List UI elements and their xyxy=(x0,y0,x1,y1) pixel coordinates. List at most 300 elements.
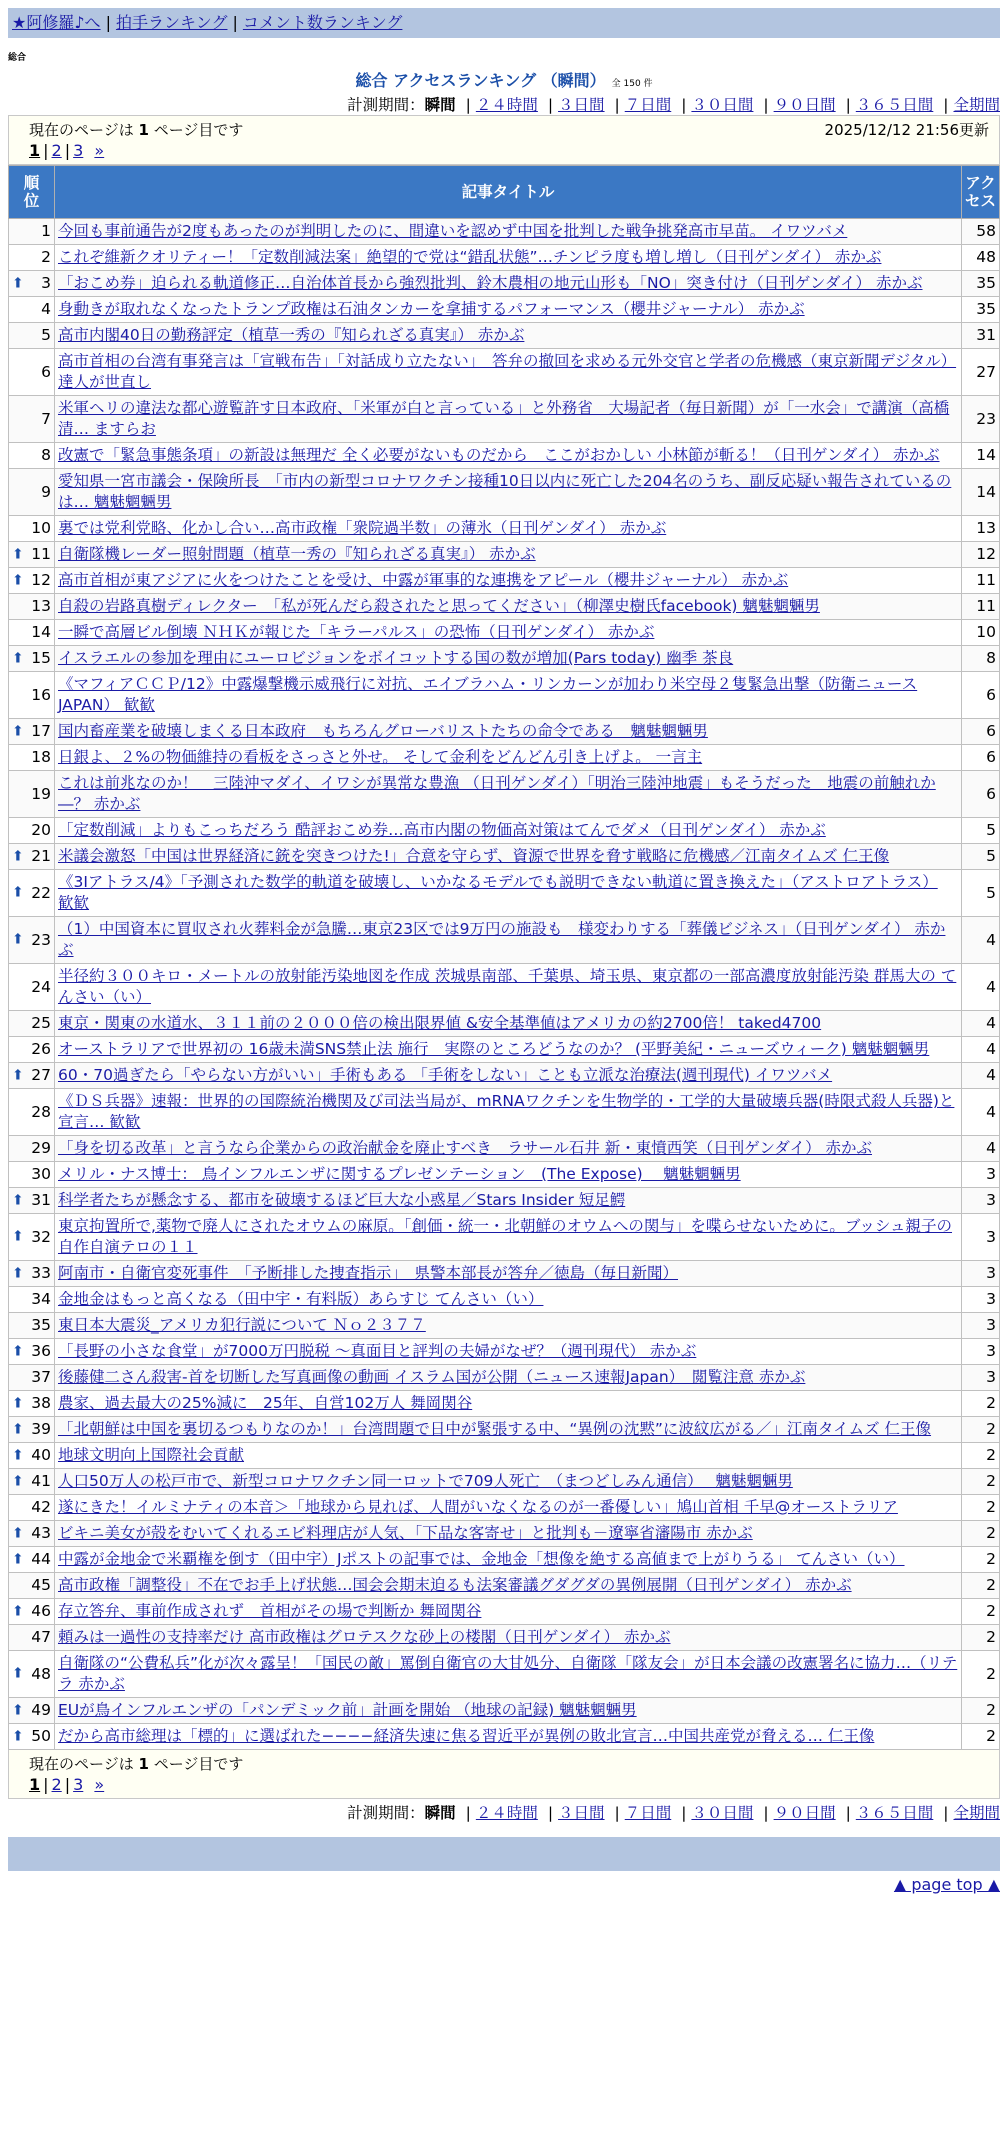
title-cell xyxy=(55,271,962,297)
table-row xyxy=(9,542,1000,568)
rank-number: 5 xyxy=(41,326,51,344)
article-title-link[interactable]: 高市首相が東アジアに火をつけたことを受け、中露が軍事的な連携をアピール（櫻井ジャーナル） 赤かぶ xyxy=(58,571,789,589)
rank-number: 11 xyxy=(31,545,51,563)
access-count: 11 xyxy=(962,568,1000,594)
table-row xyxy=(9,771,1000,818)
current-page-text: 現在のページは 1 ページ目です xyxy=(29,1755,244,1773)
rank-cell xyxy=(9,219,55,245)
table-row xyxy=(9,297,1000,323)
access-count: 3 xyxy=(962,1287,1000,1313)
period-link-24h[interactable]: ２４時間 xyxy=(475,96,538,114)
rank-cell xyxy=(9,646,55,672)
table-row xyxy=(9,1625,1000,1651)
rank-cell xyxy=(9,443,55,469)
title-cell xyxy=(55,443,962,469)
period-link-all[interactable]: 全期間 xyxy=(953,96,1000,114)
period-link-3d[interactable]: ３日間 xyxy=(558,1804,605,1822)
page-top-link-wrap xyxy=(8,1875,1000,1894)
table-row xyxy=(9,1162,1000,1188)
rank-number: 46 xyxy=(31,1602,51,1620)
table-row xyxy=(9,1495,1000,1521)
title-cell xyxy=(55,1365,962,1391)
table-row xyxy=(9,1011,1000,1037)
rank-up-arrow-icon: ⬆ xyxy=(12,1551,24,1567)
article-title-link[interactable]: 《3Iアトラス/4》「予測された数学的軌道を破壊し、いかなるモデルでも説明できない軌道に置き換えた」（アストロアトラス） 歓歓 xyxy=(58,873,938,912)
table-row xyxy=(9,1651,1000,1698)
rank-number: 19 xyxy=(31,784,51,803)
table-row xyxy=(9,469,1000,516)
page-top-link[interactable]: ▲ page top ▲ xyxy=(893,1875,1000,1894)
updated-timestamp: 2025/12/12 21:56更新 xyxy=(824,121,989,139)
article-title-link[interactable]: 《マフィアＣＣＰ/12》中露爆撃機示威飛行に対抗、エイブラハム・リンカーンが加わり米空母２隻緊急出撃（防衛ニュースJAPAN） 歓歓 xyxy=(58,675,918,714)
rank-up-arrow-icon: ⬆ xyxy=(12,931,24,948)
rank-cell xyxy=(9,1011,55,1037)
pager-link-3[interactable]: 3 xyxy=(73,1775,84,1794)
article-title-link[interactable]: 科学者たちが懸念する、都市を破壊するほど巨大な小惑星／Stars Insider 短足鰐 xyxy=(58,1191,626,1209)
rank-number: 47 xyxy=(31,1628,51,1646)
rank-number: 18 xyxy=(31,748,51,766)
rank-up-arrow-icon: ⬆ xyxy=(12,1265,24,1281)
access-count: 5 xyxy=(962,844,1000,870)
rank-number: 31 xyxy=(31,1191,51,1209)
title-cell xyxy=(55,844,962,870)
title-cell xyxy=(55,818,962,844)
rank-number: 13 xyxy=(31,597,51,615)
rank-cell xyxy=(9,542,55,568)
access-count: 14 xyxy=(962,443,1000,469)
rank-cell xyxy=(9,396,55,443)
article-title-link[interactable]: これは前兆なのか！ 三陸沖マダイ、イワシが異常な豊漁 （日刊ゲンダイ）「明治三陸沖地震」もそうだった 地震の前触れか―？ 赤かぶ xyxy=(58,774,936,813)
rank-cell xyxy=(9,1162,55,1188)
title-cell xyxy=(55,1651,962,1698)
article-title-link[interactable]: 阿南市・自衛官変死事件 「予断排した捜査指示」 県警本部長が答弁／徳島（毎日新聞） xyxy=(58,1264,679,1282)
rank-number: 20 xyxy=(31,821,51,839)
period-label: 計測期間： xyxy=(347,1804,425,1822)
top-link-clap-ranking[interactable]: 拍手ランキング xyxy=(115,13,228,32)
table-row xyxy=(9,1063,1000,1089)
page-info-top xyxy=(8,115,1000,165)
title-cell xyxy=(55,870,962,917)
rank-up-arrow-icon: ⬆ xyxy=(12,1192,24,1208)
pager-link-2[interactable]: 2 xyxy=(51,1775,62,1794)
title-cell xyxy=(55,1469,962,1495)
rank-number: 9 xyxy=(41,482,51,501)
rank-up-arrow-icon: ⬆ xyxy=(12,1228,24,1245)
access-count: 13 xyxy=(962,516,1000,542)
access-count: 3 xyxy=(962,1261,1000,1287)
access-count: 3 xyxy=(962,1214,1000,1261)
table-row xyxy=(9,719,1000,745)
rank-up-arrow-icon: ⬆ xyxy=(12,1473,24,1489)
title-cell xyxy=(55,219,962,245)
rank-number: 32 xyxy=(31,1227,51,1246)
access-count: 2 xyxy=(962,1724,1000,1750)
article-title-link[interactable]: 自衛隊の“公費私兵”化が次々露呈！「国民の敵」罵倒自衛官の大甘処分、自衛隊「隊友会」が日本会議の改憲署名に協力…（リテラ 赤かぶ xyxy=(58,1654,958,1693)
rank-up-arrow-icon: ⬆ xyxy=(12,1447,24,1463)
access-count: 2 xyxy=(962,1417,1000,1443)
article-title-link[interactable]: 東京・関東の水道水、３１１前の２０００倍の検出限界値 &安全基準値はアメリカの約2700倍！ taked4700 xyxy=(58,1014,822,1032)
top-link-comment-ranking[interactable]: コメント数ランキング xyxy=(242,13,403,32)
period-link-30d[interactable]: ３０日間 xyxy=(691,96,754,114)
article-title-link[interactable]: 「身を切る改革」と言うなら企業からの政治献金を廃止すべき ラサール石井 新・東憤西笑（日刊ゲンダイ） 赤かぶ xyxy=(58,1139,872,1157)
rank-up-arrow-icon: ⬆ xyxy=(12,884,24,901)
article-title-link[interactable]: これぞ維新クオリティー！「定数削減法案」絶望的で党は“錯乱状態”…チンピラ度も増し増し（日刊ゲンダイ） 赤かぶ xyxy=(58,248,882,266)
period-current: 瞬間 xyxy=(424,1804,456,1822)
rank-number: 24 xyxy=(31,977,51,996)
period-link-all[interactable]: 全期間 xyxy=(953,1804,1000,1822)
article-title-link[interactable]: だから高市総理は「標的」に選ばれた−−−−経済失速に焦る習近平が異例の敗北宣言…中国共産党が脅える… 仁王像 xyxy=(58,1727,875,1745)
rank-number: 30 xyxy=(31,1165,51,1183)
title-cell xyxy=(55,1547,962,1573)
rank-number: 34 xyxy=(31,1290,51,1308)
article-title-link[interactable]: 中露が金地金で米覇権を倒す（田中宇）Jポストの記事では、金地金「想像を絶する高値まで上がりうる」 てんさい（い） xyxy=(58,1550,905,1568)
title-cell xyxy=(55,1724,962,1750)
title-cell xyxy=(55,1136,962,1162)
title-cell xyxy=(55,1495,962,1521)
title-cell xyxy=(55,297,962,323)
rank-cell xyxy=(9,1313,55,1339)
period-link-90d[interactable]: ９０日間 xyxy=(773,1804,836,1822)
rank-cell xyxy=(9,1698,55,1724)
article-title-link[interactable]: 「長野の小さな食堂」が7000万円脱税 ～真面目と評判の夫婦がなぜ？（週刊現代） 赤かぶ xyxy=(58,1342,697,1360)
period-link-3d[interactable]: ３日間 xyxy=(558,96,605,114)
ranking-table-body xyxy=(9,219,1000,1750)
title-cell xyxy=(55,349,962,396)
table-row xyxy=(9,1214,1000,1261)
article-title-link[interactable]: 東日本大震災_アメリカ犯行説について Ｎｏ２３７７ xyxy=(58,1316,426,1334)
rank-cell xyxy=(9,349,55,396)
rank-up-arrow-icon: ⬆ xyxy=(12,1728,24,1744)
rank-cell xyxy=(9,1469,55,1495)
table-row xyxy=(9,1573,1000,1599)
rank-cell xyxy=(9,964,55,1011)
table-row xyxy=(9,1599,1000,1625)
rank-number: 1 xyxy=(41,222,51,240)
article-title-link[interactable]: 東京拘置所で,薬物で廃人にされたオウムの麻原。「創価・統一・北朝鮮のオウムへの関与」を喋らせないために。ブッシュ親子の自作自演テロの１１ xyxy=(58,1217,953,1256)
rank-cell xyxy=(9,1417,55,1443)
pager-current: 1 xyxy=(29,1775,41,1794)
rank-number: 26 xyxy=(31,1040,51,1058)
rank-cell xyxy=(9,1136,55,1162)
article-title-link[interactable]: 60・70過ぎたら「やらない方がいい」手術もある 「手術をしない」ことも立派な治療法(週刊現代) イワツバメ xyxy=(58,1066,833,1084)
article-title-link[interactable]: 存立答弁、事前作成されず 首相がその場で判断か 舞岡関谷 xyxy=(58,1602,482,1620)
article-title-link[interactable]: 今回も事前通告が2度もあったのが判明したのに、間違いを認めず中国を批判した戦争挑発高市早苗。 イワツバメ xyxy=(58,222,848,240)
rank-cell xyxy=(9,771,55,818)
access-count: 2 xyxy=(962,1599,1000,1625)
rank-up-arrow-icon: ⬆ xyxy=(12,848,24,864)
access-count: 2 xyxy=(962,1573,1000,1599)
bottom-bar xyxy=(8,1837,1000,1871)
article-title-link[interactable]: 半径約３００キロ・メートルの放射能汚染地図を作成 茨城県南部、千葉県、埼玉県、東京都の一部高濃度放射能汚染 群馬大の てんさい（い） xyxy=(58,967,957,1006)
article-title-link[interactable]: イスラエルの参加を理由にユーロビジョンをボイコットする国の数が増加(Pars today) 幽季 茶良 xyxy=(58,649,734,667)
article-title-link[interactable]: 地球文明向上国際社会貢献 xyxy=(58,1446,245,1464)
access-count: 2 xyxy=(962,1625,1000,1651)
table-row xyxy=(9,1391,1000,1417)
rank-number: 7 xyxy=(41,409,51,428)
title-cell xyxy=(55,964,962,1011)
table-row xyxy=(9,594,1000,620)
rank-cell xyxy=(9,1599,55,1625)
article-title-link[interactable]: 国内畜産業を破壊しまくる日本政府 もちろんグローバリストたちの命令である 魑魅魍魎男 xyxy=(58,722,708,740)
article-title-link[interactable]: メリル・ナス博士： 鳥インフルエンザに関するプレゼンテーション (The Expose) 魑魅魍魎男 xyxy=(58,1165,741,1183)
top-link-asyura[interactable]: ★阿修羅♪へ xyxy=(12,13,101,32)
table-row xyxy=(9,1287,1000,1313)
rank-cell xyxy=(9,672,55,719)
table-row xyxy=(9,219,1000,245)
rank-number: 4 xyxy=(41,300,51,318)
title-cell xyxy=(55,646,962,672)
rank-cell xyxy=(9,245,55,271)
access-count: 4 xyxy=(962,964,1000,1011)
period-link-365d[interactable]: ３６５日間 xyxy=(855,96,934,114)
table-row xyxy=(9,323,1000,349)
pager-link-2[interactable]: 2 xyxy=(51,141,62,160)
period-link-7d[interactable]: ７日間 xyxy=(624,96,672,114)
rank-up-arrow-icon: ⬆ xyxy=(12,650,24,666)
article-title-link[interactable]: 裏では党利党略、化かし合い…高市政権「衆院過半数」の薄氷（日刊ゲンダイ） 赤かぶ xyxy=(58,519,667,537)
title-cell xyxy=(55,1214,962,1261)
access-count: 12 xyxy=(962,542,1000,568)
pager-link-3[interactable]: 3 xyxy=(73,141,84,160)
rank-cell xyxy=(9,818,55,844)
article-title-link[interactable]: 高市首相の台湾有事発言は「宣戦布告」「対話成り立たない」 答弁の撤回を求める元外交官と学者の危機感（東京新聞デジタル） 達人が世直し xyxy=(58,352,957,391)
access-count: 6 xyxy=(962,719,1000,745)
article-title-link[interactable]: 米議会激怒「中国は世界経済に銃を突きつけた!」合意を守らず、資源で世界を脅す戦略に危機感／江南タイムズ 仁王像 xyxy=(58,847,890,865)
title-cell xyxy=(55,1011,962,1037)
rank-number: 38 xyxy=(31,1394,51,1412)
period-current: 瞬間 xyxy=(424,96,456,114)
table-row xyxy=(9,1136,1000,1162)
rank-cell xyxy=(9,568,55,594)
pager-next[interactable]: » xyxy=(94,141,105,160)
access-count: 3 xyxy=(962,1365,1000,1391)
rank-up-arrow-icon: ⬆ xyxy=(12,1395,24,1411)
title-cell xyxy=(55,1417,962,1443)
category-label: 総合 xyxy=(8,53,27,63)
rank-up-arrow-icon: ⬆ xyxy=(12,1603,24,1619)
title-cell xyxy=(55,323,962,349)
table-row xyxy=(9,870,1000,917)
rank-number: 3 xyxy=(41,274,51,292)
header-rank: 順位 xyxy=(9,166,55,219)
title-cell xyxy=(55,1063,962,1089)
rank-cell xyxy=(9,1063,55,1089)
title-cell xyxy=(55,620,962,646)
access-count: 5 xyxy=(962,870,1000,917)
article-title-link[interactable]: ビキニ美女が殻をむいてくれるエビ料理店が人気、「下品な客寄せ」と批判も－遼寧省瀋陽市 赤かぶ xyxy=(58,1524,753,1542)
access-count: 6 xyxy=(962,771,1000,818)
access-count: 35 xyxy=(962,297,1000,323)
article-title-link[interactable]: 愛知県一宮市議会・保険所長 「市内の新型コロナワクチン接種10日以内に死亡した204名のうち、副反応疑い報告されているのは… 魑魅魍魎男 xyxy=(58,472,952,511)
title-cell xyxy=(55,1261,962,1287)
title-cell xyxy=(55,719,962,745)
article-title-link[interactable]: 人口50万人の松戸市で、新型コロナワクチン同一ロットで709人死亡 （まつどしみん通信） 魑魅魍魎男 xyxy=(58,1472,793,1490)
table-row xyxy=(9,396,1000,443)
access-count: 3 xyxy=(962,1188,1000,1214)
rank-cell xyxy=(9,1521,55,1547)
period-link-30d[interactable]: ３０日間 xyxy=(691,1804,754,1822)
pager-next[interactable]: » xyxy=(94,1775,105,1794)
access-count: 2 xyxy=(962,1521,1000,1547)
table-row xyxy=(9,1313,1000,1339)
rank-number: 6 xyxy=(41,362,51,381)
rank-up-arrow-icon: ⬆ xyxy=(12,1343,24,1359)
rank-number: 28 xyxy=(31,1102,51,1121)
title-cell xyxy=(55,1443,962,1469)
rank-up-arrow-icon: ⬆ xyxy=(12,1525,24,1541)
title-cell xyxy=(55,771,962,818)
article-title-link[interactable]: 身動きが取れなくなったトランプ政権は石油タンカーを拿捕するパフォーマンス（櫻井ジャーナル） 赤かぶ xyxy=(58,300,805,318)
period-link-7d[interactable]: ７日間 xyxy=(624,1804,672,1822)
title-cell xyxy=(55,594,962,620)
rank-cell xyxy=(9,1625,55,1651)
rank-cell xyxy=(9,917,55,964)
access-count: 2 xyxy=(962,1391,1000,1417)
access-count: 35 xyxy=(962,271,1000,297)
access-count: 48 xyxy=(962,245,1000,271)
article-title-link[interactable]: 自殺の岩路真樹ディレクター 「私が死んだら殺されたと思ってください」（柳澤史樹氏facebook) 魑魅魍魎男 xyxy=(58,597,820,615)
article-title-link[interactable]: 高市内閣40日の勤務評定（植草一秀の『知られざる真実』） 赤かぶ xyxy=(58,326,525,344)
page-title: 総合 アクセスランキング （瞬間） xyxy=(355,71,606,90)
rank-cell xyxy=(9,870,55,917)
rank-number: 29 xyxy=(31,1139,51,1157)
article-title-link[interactable]: 日銀よ、２%の物価維持の看板をさっさと外せ。 そして金利をどんどん引き上げよ。 一言主 xyxy=(58,748,703,766)
access-count: 10 xyxy=(962,620,1000,646)
rank-number: 50 xyxy=(31,1727,51,1745)
rank-number: 45 xyxy=(31,1576,51,1594)
rank-number: 42 xyxy=(31,1498,51,1516)
table-row xyxy=(9,745,1000,771)
table-row xyxy=(9,1724,1000,1750)
table-row xyxy=(9,1417,1000,1443)
title-cell xyxy=(55,516,962,542)
article-title-link[interactable]: 頼みは一過性の支持率だけ 高市政権はグロテスクな砂上の楼閣（日刊ゲンダイ） 赤かぶ xyxy=(58,1628,671,1646)
rank-number: 8 xyxy=(41,446,51,464)
article-title-link[interactable]: 農家、過去最大の25%減に 25年、自営102万人 舞岡関谷 xyxy=(58,1394,473,1412)
table-row xyxy=(9,443,1000,469)
access-count: 2 xyxy=(962,1698,1000,1724)
access-count: 3 xyxy=(962,1162,1000,1188)
period-selector-top: 計測期間：瞬間 | ２４時間 | ３日間 | ７日間 | ３０日間 | ９０日間 | ３６５日間 | 全期間 xyxy=(347,96,1000,114)
table-row xyxy=(9,1261,1000,1287)
article-title-link[interactable]: オーストラリアで世界初の 16歳未満SNS禁止法 施行 実際のところどうなのか？ (平野美紀・ニューズウィーク) 魑魅魍魎男 xyxy=(58,1040,930,1058)
article-title-link[interactable]: 金地金はもっと高くなる（田中宇・有料版）あらすじ てんさい（い） xyxy=(58,1290,544,1308)
rank-cell xyxy=(9,323,55,349)
rank-number: 2 xyxy=(41,248,51,266)
header-access: アクセス xyxy=(962,166,1000,219)
ranking-heading xyxy=(8,68,1000,91)
rank-number: 22 xyxy=(31,883,51,902)
article-title-link[interactable]: 改憲で「緊急事態条項」の新設は無理だ 全く必要がないものだから ここがおかしい 小林節が斬る！（日刊ゲンダイ） 赤かぶ xyxy=(58,446,940,464)
access-count: 23 xyxy=(962,396,1000,443)
period-link-24h[interactable]: ２４時間 xyxy=(475,1804,538,1822)
rank-number: 37 xyxy=(31,1368,51,1386)
article-title-link[interactable]: 「定数削減」よりもこっちだろう 酷評おこめ券…高市内閣の物価高対策はてんでダメ（日刊ゲンダイ） 赤かぶ xyxy=(58,821,826,839)
rank-number: 40 xyxy=(31,1446,51,1464)
access-count: 4 xyxy=(962,1063,1000,1089)
rank-cell xyxy=(9,1443,55,1469)
table-row xyxy=(9,245,1000,271)
title-cell xyxy=(55,568,962,594)
table-row xyxy=(9,349,1000,396)
access-count: 14 xyxy=(962,469,1000,516)
access-count: 58 xyxy=(962,219,1000,245)
access-count: 5 xyxy=(962,818,1000,844)
header-title: 記事タイトル xyxy=(55,166,962,219)
rank-number: 23 xyxy=(31,930,51,949)
rank-cell xyxy=(9,1214,55,1261)
article-title-link[interactable]: 《ＤＳ兵器》速報：世界的の国際統治機関及び司法当局が、mRNAワクチンを生物学的・工学的大量破壊兵器(時限式殺人兵器)と宣言… 歓歓 xyxy=(58,1092,955,1131)
rank-number: 36 xyxy=(31,1342,51,1360)
rank-cell xyxy=(9,1287,55,1313)
rank-number: 27 xyxy=(31,1066,51,1084)
title-cell xyxy=(55,1599,962,1625)
table-row xyxy=(9,568,1000,594)
page-info-bottom xyxy=(8,1750,1000,1799)
title-cell xyxy=(55,1339,962,1365)
rank-number: 48 xyxy=(31,1664,51,1683)
rank-cell xyxy=(9,297,55,323)
rank-up-arrow-icon: ⬆ xyxy=(12,723,24,739)
access-count: 6 xyxy=(962,672,1000,719)
article-title-link[interactable]: 一瞬で高層ビル倒壊 ＮＨＫが報じた「キラーパルス」の恐怖（日刊ゲンダイ） 赤かぶ xyxy=(58,623,655,641)
article-title-link[interactable]: （1）中国資本に買収され火葬料金が急騰…東京23区では9万円の施設も 様変わりする「葬儀ビジネス」（日刊ゲンダイ） 赤かぶ xyxy=(58,920,946,959)
separator: | xyxy=(105,13,111,32)
access-count: 2 xyxy=(962,1651,1000,1698)
current-page-text: 現在のページは 1 ページ目です xyxy=(29,121,244,139)
access-count: 3 xyxy=(962,1339,1000,1365)
article-title-link[interactable]: EUが鳥インフルエンザの「パンデミック前」計画を開始 （地球の記録) 魑魅魍魎男 xyxy=(58,1701,637,1719)
rank-cell xyxy=(9,844,55,870)
article-title-link[interactable]: 「北朝鮮は中国を裏切るつもりなのか！」台湾問題で日中が緊張する中、“異例の沈黙”に波紋広がる／」江南タイムズ 仁王像 xyxy=(58,1420,932,1438)
rank-cell xyxy=(9,469,55,516)
table-row xyxy=(9,1698,1000,1724)
article-title-link[interactable]: 遂にきた！イルミナティの本音＞「地球から見れば、人間がいなくなるのが一番優しい」鳩山首相 千早@オーストラリア xyxy=(58,1498,898,1516)
article-title-link[interactable]: 米軍ヘリの違法な都心遊覧許す日本政府、「米軍が白と言っている」と外務省 大場記者（毎日新聞）が「一水会」で講演（高橋清… ますらお xyxy=(58,399,950,438)
rank-number: 41 xyxy=(31,1472,51,1490)
rank-cell xyxy=(9,1495,55,1521)
access-count: 4 xyxy=(962,1037,1000,1063)
table-row xyxy=(9,672,1000,719)
table-row xyxy=(9,1443,1000,1469)
rank-up-arrow-icon: ⬆ xyxy=(12,1421,24,1437)
title-cell xyxy=(55,1162,962,1188)
table-row xyxy=(9,1365,1000,1391)
table-row xyxy=(9,271,1000,297)
access-count: 8 xyxy=(962,646,1000,672)
table-row xyxy=(9,964,1000,1011)
title-cell xyxy=(55,1625,962,1651)
article-title-link[interactable]: 高市政権「調整役」不在でお手上げ状態…国会会期末迫るも法案審議グダグダの異例展開（日刊ゲンダイ） 赤かぶ xyxy=(58,1576,852,1594)
rank-number: 43 xyxy=(31,1524,51,1542)
rank-cell xyxy=(9,1391,55,1417)
access-count: 4 xyxy=(962,917,1000,964)
total-count: 全 150 件 xyxy=(611,79,653,89)
access-count: 4 xyxy=(962,1089,1000,1136)
table-row xyxy=(9,917,1000,964)
rank-number: 35 xyxy=(31,1316,51,1334)
article-title-link[interactable]: 後藤健二さん殺害-首を切断した写真画像の動画 イスラム国が公開（ニュース速報Japan） 閲覧注意 赤かぶ xyxy=(58,1368,806,1386)
title-cell xyxy=(55,396,962,443)
title-cell xyxy=(55,745,962,771)
title-cell xyxy=(55,469,962,516)
period-link-365d[interactable]: ３６５日間 xyxy=(855,1804,934,1822)
title-cell xyxy=(55,1037,962,1063)
article-title-link[interactable]: 自衛隊機レーダー照射問題（植草一秀の『知られざる真実』） 赤かぶ xyxy=(58,545,536,563)
title-cell xyxy=(55,1698,962,1724)
period-link-90d[interactable]: ９０日間 xyxy=(773,96,836,114)
article-title-link[interactable]: 「おこめ券」迫られる軌道修正…自治体首長から強烈批判、鈴木農相の地元山形も「NO」突き付け（日刊ゲンダイ） 赤かぶ xyxy=(58,274,923,292)
